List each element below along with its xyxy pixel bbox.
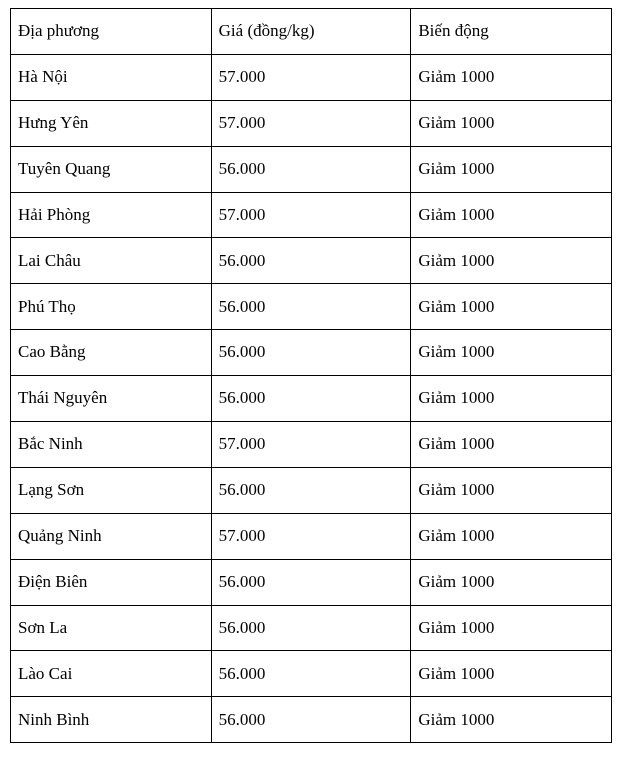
cell-price: 56.000 [211, 376, 411, 422]
table-row [11, 330, 612, 376]
cell-price: 56.000 [211, 651, 411, 697]
header-change: Biến động [411, 9, 612, 55]
table-row [11, 54, 612, 100]
cell-price: 57.000 [211, 422, 411, 468]
cell-price: 56.000 [211, 697, 411, 743]
header-location: Địa phương [11, 9, 212, 55]
cell-change: Giảm 1000 [411, 467, 612, 513]
cell-location: Tuyên Quang [11, 146, 212, 192]
cell-location: Bắc Ninh [11, 422, 212, 468]
table-row [11, 697, 612, 743]
cell-change: Giảm 1000 [411, 284, 612, 330]
cell-price: 57.000 [211, 100, 411, 146]
cell-location: Thái Nguyên [11, 376, 212, 422]
table-row [11, 559, 612, 605]
cell-change: Giảm 1000 [411, 330, 612, 376]
table-row [11, 376, 612, 422]
cell-change: Giảm 1000 [411, 238, 612, 284]
cell-location: Hà Nội [11, 54, 212, 100]
cell-price: 56.000 [211, 146, 411, 192]
cell-change: Giảm 1000 [411, 100, 612, 146]
cell-change: Giảm 1000 [411, 146, 612, 192]
cell-location: Phú Thọ [11, 284, 212, 330]
cell-change: Giảm 1000 [411, 422, 612, 468]
table-row [11, 238, 612, 284]
cell-change: Giảm 1000 [411, 54, 612, 100]
cell-location: Quảng Ninh [11, 513, 212, 559]
price-table-body [11, 9, 612, 743]
cell-price: 57.000 [211, 192, 411, 238]
table-row [11, 422, 612, 468]
cell-location: Sơn La [11, 605, 212, 651]
cell-change: Giảm 1000 [411, 651, 612, 697]
cell-price: 57.000 [211, 54, 411, 100]
table-row [11, 192, 612, 238]
cell-price: 57.000 [211, 513, 411, 559]
table-row [11, 284, 612, 330]
header-price: Giá (đồng/kg) [211, 9, 411, 55]
cell-change: Giảm 1000 [411, 513, 612, 559]
price-table [10, 8, 612, 743]
cell-location: Lào Cai [11, 651, 212, 697]
cell-change: Giảm 1000 [411, 559, 612, 605]
cell-price: 56.000 [211, 330, 411, 376]
cell-location: Lạng Sơn [11, 467, 212, 513]
cell-location: Hưng Yên [11, 100, 212, 146]
table-row [11, 651, 612, 697]
cell-change: Giảm 1000 [411, 605, 612, 651]
cell-price: 56.000 [211, 605, 411, 651]
cell-location: Điện Biên [11, 559, 212, 605]
cell-price: 56.000 [211, 238, 411, 284]
cell-location: Ninh Bình [11, 697, 212, 743]
table-row [11, 146, 612, 192]
cell-location: Hải Phòng [11, 192, 212, 238]
cell-change: Giảm 1000 [411, 192, 612, 238]
cell-location: Lai Châu [11, 238, 212, 284]
cell-price: 56.000 [211, 559, 411, 605]
cell-change: Giảm 1000 [411, 376, 612, 422]
cell-location: Cao Bằng [11, 330, 212, 376]
cell-price: 56.000 [211, 284, 411, 330]
table-row [11, 467, 612, 513]
table-row [11, 100, 612, 146]
table-header-row [11, 9, 612, 55]
table-row [11, 605, 612, 651]
cell-price: 56.000 [211, 467, 411, 513]
cell-change: Giảm 1000 [411, 697, 612, 743]
table-row [11, 513, 612, 559]
